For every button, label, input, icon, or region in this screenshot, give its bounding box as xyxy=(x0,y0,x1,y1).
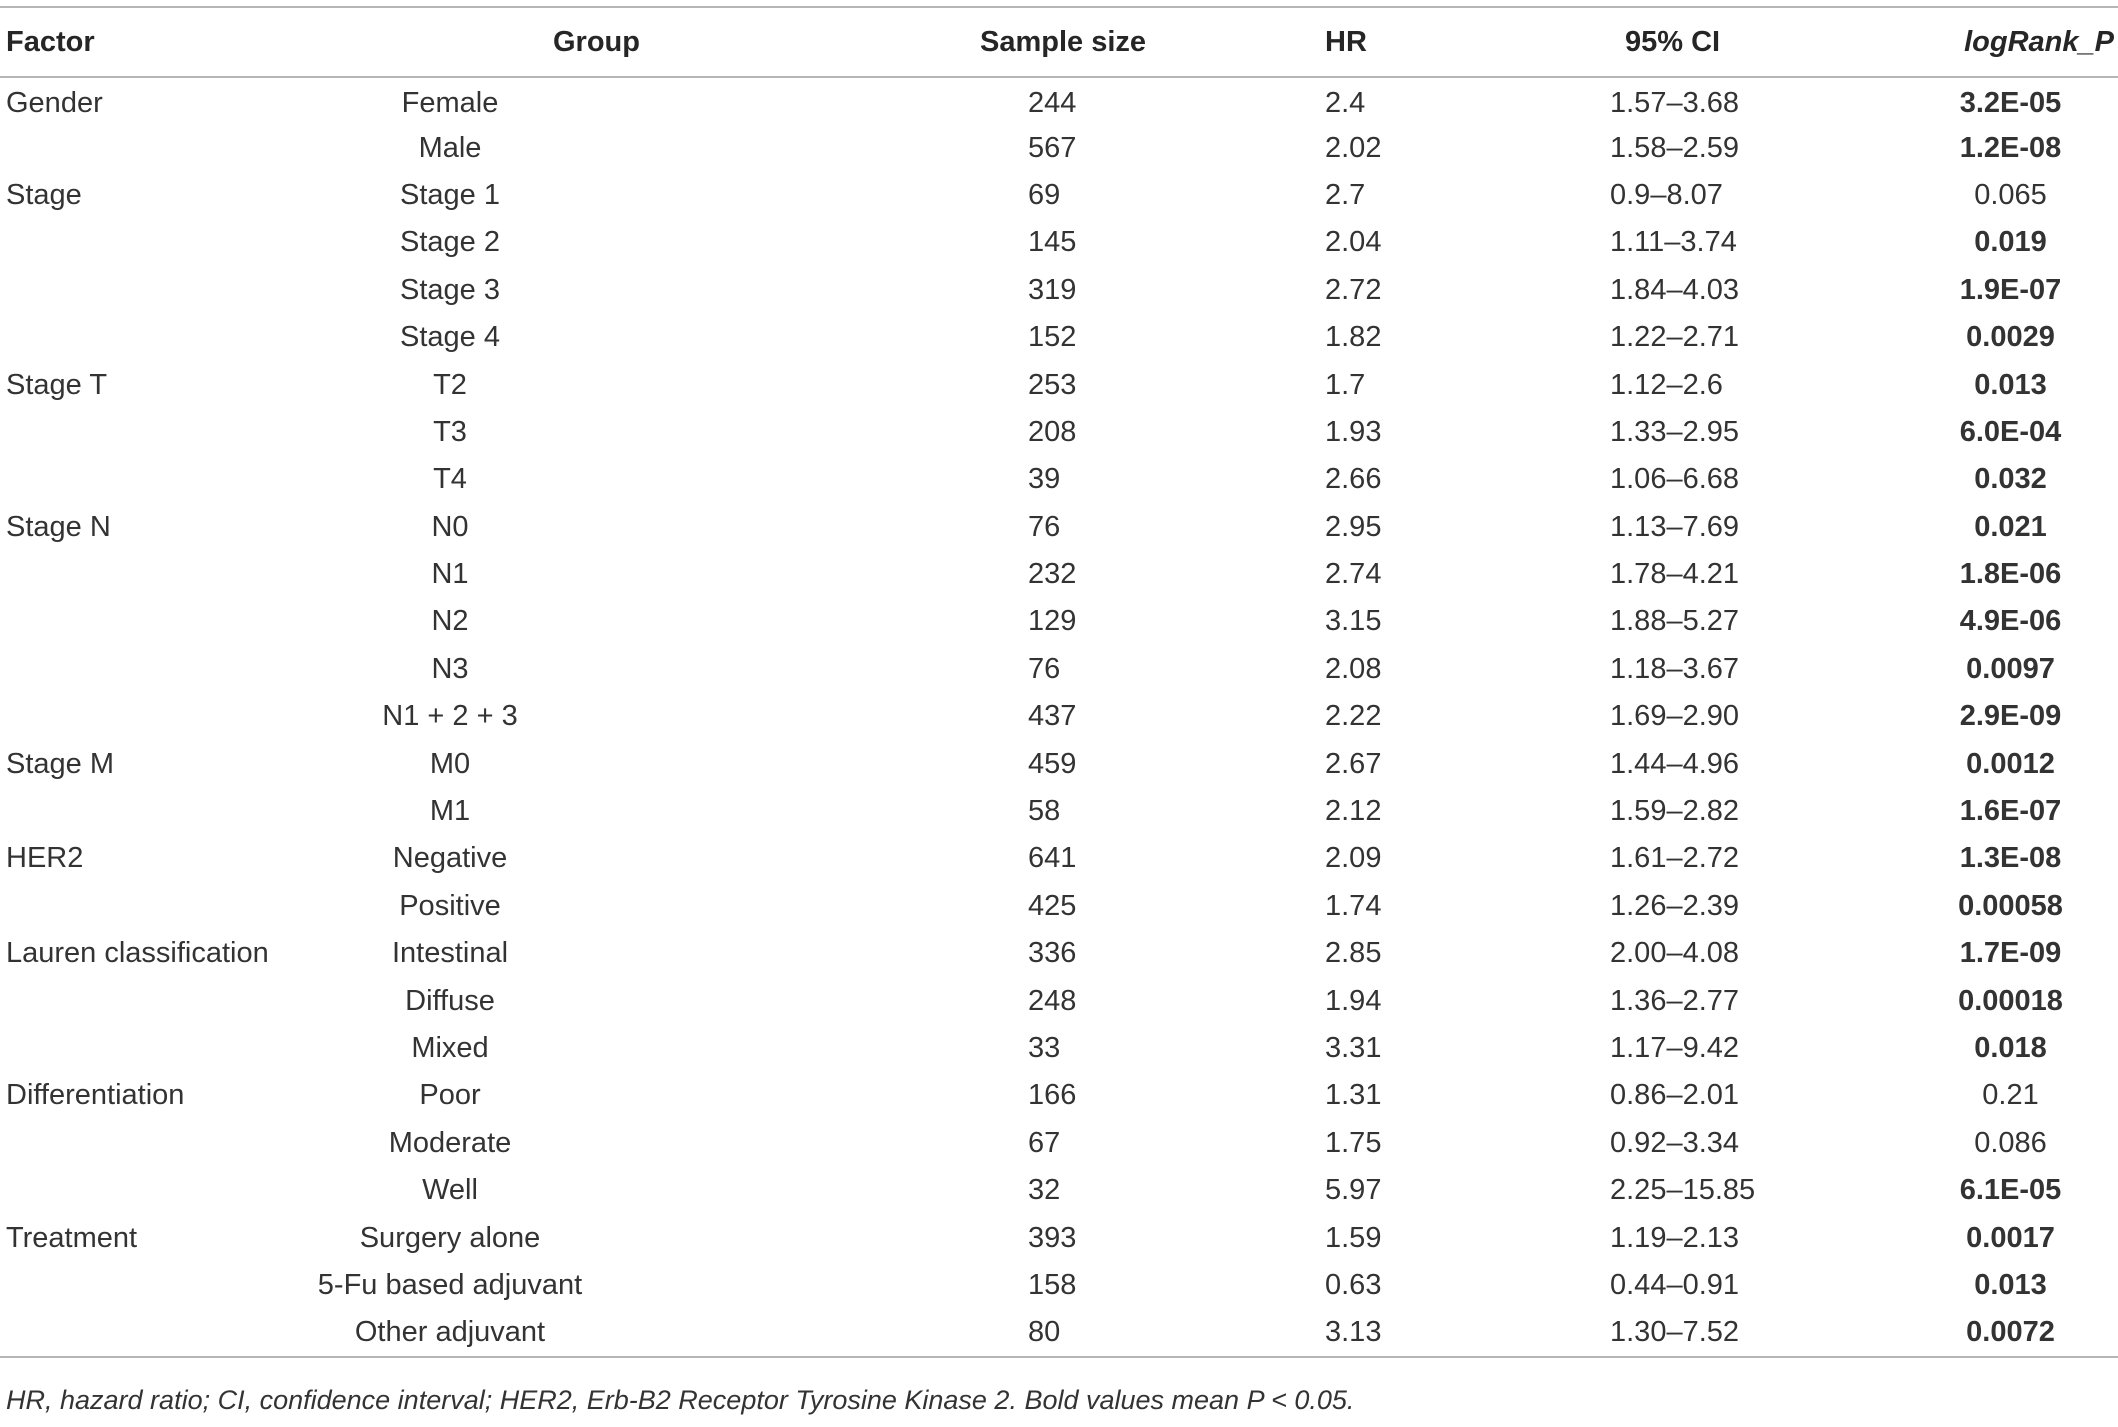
cell-logrank-p: 1.9E-07 xyxy=(1959,273,2062,306)
cell-sample-size: 166 xyxy=(1028,1079,1077,1112)
cell-ci: 1.61–2.72 xyxy=(1610,842,1740,875)
cell-ci: 1.17–9.42 xyxy=(1610,1032,1740,1064)
cell-sample-size: 69 xyxy=(1028,178,1061,211)
cell-logrank-p: 0.021 xyxy=(1974,510,2047,543)
cell-group: T2 xyxy=(433,368,467,401)
cell-logrank-p: 1.3E-08 xyxy=(1959,842,2062,875)
cell-group: 5-Fu based adjuvant xyxy=(317,1268,583,1301)
cell-ci: 1.59–2.82 xyxy=(1610,795,1740,828)
cell-sample-size: 32 xyxy=(1028,1174,1061,1207)
cell-ci: 1.18–3.67 xyxy=(1610,652,1740,685)
cell-logrank-p: 0.0012 xyxy=(1966,747,2055,780)
cell-hr: 2.7 xyxy=(1325,178,1366,211)
cell-hr: 1.31 xyxy=(1325,1079,1382,1112)
cell-hr: 1.75 xyxy=(1325,1126,1382,1159)
table-row xyxy=(0,267,2118,314)
table-row xyxy=(0,1025,2118,1072)
cell-ci: 1.57–3.68 xyxy=(1610,86,1740,119)
cell-sample-size: 80 xyxy=(900,1309,1320,1356)
cell-group: Other adjuvant xyxy=(153,1309,753,1356)
cell-sample-size: 158 xyxy=(1028,1268,1077,1301)
cell-sample-size: 39 xyxy=(1028,463,1061,496)
cell-group: M0 xyxy=(429,747,471,780)
cell-ci: 1.36–2.77 xyxy=(1610,984,1740,1017)
cell-logrank-p: 0.0072 xyxy=(1785,1309,2118,1356)
cell-hr: 1.7 xyxy=(1325,368,1366,401)
cell-factor: Differentiation xyxy=(6,1079,185,1112)
cell-factor: Gender xyxy=(6,86,103,119)
cell-hr: 2.85 xyxy=(1325,937,1382,970)
cell-group: Stage 1 xyxy=(400,178,500,211)
cell-logrank-p: 0.018 xyxy=(1974,1032,2047,1064)
table-row xyxy=(0,1072,2118,1119)
cell-group: Negative xyxy=(392,842,508,875)
cell-hr: 1.59 xyxy=(1325,1221,1382,1254)
cell-group: Moderate xyxy=(388,1126,512,1159)
cell-hr: 2.4 xyxy=(1325,86,1366,119)
cell-logrank-p: 1.6E-07 xyxy=(1959,795,2062,828)
cell-logrank-p: 2.9E-09 xyxy=(1959,700,2062,733)
table-row xyxy=(0,1167,2118,1214)
cell-logrank-p: 0.0029 xyxy=(1966,321,2055,354)
table-row xyxy=(0,124,2118,171)
cell-sample-size: 253 xyxy=(1028,368,1077,401)
table-row xyxy=(0,930,2118,977)
cell-sample-size: 129 xyxy=(1028,605,1077,638)
cell-ci: 1.12–2.6 xyxy=(1610,368,1723,401)
cell-logrank-p: 0.032 xyxy=(1974,463,2047,496)
cell-logrank-p: 0.013 xyxy=(1974,1268,2047,1301)
cell-logrank-p: 0.065 xyxy=(1974,178,2047,211)
table-row xyxy=(0,219,2118,266)
cell-group: Positive xyxy=(399,889,501,922)
cell-sample-size: 76 xyxy=(1028,652,1061,685)
cell-logrank-p: 1.7E-09 xyxy=(1959,937,2062,970)
cell-group: N2 xyxy=(431,605,469,638)
cell-logrank-p: 0.00018 xyxy=(1958,984,2063,1017)
cell-logrank-p: 1.2E-08 xyxy=(1959,131,2062,164)
cell-hr: 2.08 xyxy=(1325,652,1382,685)
header-factor: Factor xyxy=(0,7,300,77)
cell-hr: 2.09 xyxy=(1325,842,1382,875)
survival-analysis-table xyxy=(0,6,2118,1358)
cell-sample-size: 641 xyxy=(1028,842,1077,875)
table-footnote: HR, hazard ratio; CI, confidence interval; HER2, Erb-B2 Receptor Tyrosine Kinase 2. Bold values mean P < 0.05. xyxy=(6,1385,1355,1415)
cell-sample-size: 244 xyxy=(1028,86,1077,119)
table-row xyxy=(0,788,2118,835)
cell-ci: 1.78–4.21 xyxy=(1610,558,1740,591)
table-row xyxy=(0,693,2118,740)
cell-logrank-p: 0.013 xyxy=(1974,368,2047,401)
cell-ci: 2.25–15.85 xyxy=(1610,1174,1756,1207)
cell-factor: Lauren classification xyxy=(6,937,269,970)
cell-hr: 2.04 xyxy=(1325,226,1382,259)
cell-ci: 1.19–2.13 xyxy=(1610,1221,1740,1254)
table-row xyxy=(0,1262,2118,1309)
cell-factor: Stage M xyxy=(6,747,114,780)
header-hr: HR xyxy=(1312,7,1532,77)
header-logrank-p: logRank_P xyxy=(1785,7,2118,77)
cell-group: Intestinal xyxy=(391,937,509,970)
cell-sample-size: 145 xyxy=(1028,226,1077,259)
cell-factor: Stage T xyxy=(6,368,108,401)
table-row xyxy=(0,456,2118,503)
cell-logrank-p: 1.8E-06 xyxy=(1959,558,2062,591)
cell-ci: 0.92–3.34 xyxy=(1610,1126,1740,1159)
cell-group: Stage 4 xyxy=(400,321,500,354)
table-row xyxy=(0,361,2118,408)
cell-hr: 0.63 xyxy=(1325,1268,1382,1301)
cell-hr: 2.66 xyxy=(1325,463,1382,496)
cell-hr: 2.67 xyxy=(1325,747,1382,780)
cell-sample-size: 437 xyxy=(1028,700,1077,733)
cell-sample-size: 459 xyxy=(1028,747,1077,780)
cell-ci: 1.84–4.03 xyxy=(1610,273,1740,306)
cell-factor: HER2 xyxy=(6,842,84,875)
cell-sample-size: 336 xyxy=(1028,937,1077,970)
cell-group: T3 xyxy=(433,415,467,448)
cell-ci: 0.44–0.91 xyxy=(1610,1268,1740,1301)
cell-hr: 2.74 xyxy=(1325,558,1382,591)
cell-hr: 2.22 xyxy=(1325,700,1382,733)
cell-sample-size: 232 xyxy=(1028,558,1077,591)
cell-group: Well xyxy=(422,1174,478,1207)
cell-factor: Stage N xyxy=(6,510,111,543)
cell-factor: Stage xyxy=(6,178,82,211)
cell-sample-size: 425 xyxy=(1028,889,1077,922)
cell-ci: 1.11–3.74 xyxy=(1610,226,1737,259)
cell-logrank-p: 0.086 xyxy=(1974,1126,2047,1159)
cell-hr: 5.97 xyxy=(1325,1174,1382,1207)
cell-logrank-p: 3.2E-05 xyxy=(1959,86,2062,119)
table-row xyxy=(0,409,2118,456)
cell-ci: 1.58–2.59 xyxy=(1610,131,1740,164)
cell-sample-size: 208 xyxy=(1028,415,1077,448)
cell-ci: 1.06–6.68 xyxy=(1610,463,1740,496)
cell-ci: 0.9–8.07 xyxy=(1610,178,1723,211)
cell-hr: 2.95 xyxy=(1325,510,1382,543)
table-row xyxy=(0,740,2118,787)
table-row xyxy=(0,1120,2118,1167)
cell-hr: 2.12 xyxy=(1325,795,1382,828)
cell-sample-size: 58 xyxy=(1028,795,1061,828)
header-group: Group xyxy=(300,7,900,77)
cell-ci: 1.13–7.69 xyxy=(1610,510,1740,543)
cell-hr: 2.02 xyxy=(1325,131,1382,164)
cell-logrank-p: 0.0097 xyxy=(1966,652,2055,685)
cell-ci: 1.88–5.27 xyxy=(1610,605,1740,638)
cell-ci: 1.69–2.90 xyxy=(1610,700,1740,733)
table-row xyxy=(0,598,2118,645)
cell-ci: 0.86–2.01 xyxy=(1610,1079,1740,1112)
cell-group: Stage 3 xyxy=(400,273,500,306)
cell-ci: 2.00–4.08 xyxy=(1610,937,1740,970)
table-body xyxy=(0,77,2118,1357)
cell-hr: 2.72 xyxy=(1325,273,1382,306)
table-row xyxy=(0,977,2118,1024)
table-row xyxy=(0,504,2118,551)
cell-ci: 1.30–7.52 xyxy=(1540,1309,1785,1356)
cell-logrank-p: 0.21 xyxy=(1982,1079,2039,1112)
cell-group: Stage 2 xyxy=(400,226,500,259)
table-row xyxy=(0,77,2118,124)
cell-logrank-p: 0.00058 xyxy=(1958,889,2063,922)
cell-group: Female xyxy=(401,86,499,119)
header-sample-size: Sample size xyxy=(900,7,1320,77)
cell-logrank-p: 6.1E-05 xyxy=(1959,1174,2062,1207)
cell-sample-size: 567 xyxy=(1028,131,1077,164)
cell-group: T4 xyxy=(433,463,467,496)
table-row xyxy=(0,172,2118,219)
cell-group: N1 + 2 + 3 xyxy=(382,700,518,733)
table-row xyxy=(0,646,2118,693)
cell-group: Mixed xyxy=(411,1032,489,1064)
cell-sample-size: 67 xyxy=(1028,1126,1061,1159)
cell-ci: 1.22–2.71 xyxy=(1610,321,1740,354)
cell-sample-size: 319 xyxy=(1028,273,1077,306)
cell-sample-size: 33 xyxy=(1028,1032,1061,1064)
table-header-row xyxy=(0,7,2118,77)
cell-group: Male xyxy=(418,131,482,164)
cell-logrank-p: 0.019 xyxy=(1974,226,2047,259)
table-row xyxy=(0,551,2118,598)
cell-factor: Treatment xyxy=(6,1221,138,1254)
cell-group: M1 xyxy=(429,795,471,828)
cell-group: N0 xyxy=(431,510,469,543)
table-row xyxy=(0,314,2118,361)
cell-hr: 1.82 xyxy=(1325,321,1382,354)
cell-hr: 3.13 xyxy=(1312,1309,1532,1356)
cell-sample-size: 248 xyxy=(1028,984,1077,1017)
cell-group: Diffuse xyxy=(405,984,495,1017)
cell-hr: 3.31 xyxy=(1325,1032,1382,1064)
cell-ci: 1.44–4.96 xyxy=(1610,747,1740,780)
table-row xyxy=(0,1309,2118,1356)
cell-sample-size: 393 xyxy=(1028,1221,1077,1254)
cell-hr: 1.94 xyxy=(1325,984,1382,1017)
cell-ci: 1.33–2.95 xyxy=(1610,415,1740,448)
cell-hr: 1.74 xyxy=(1325,889,1382,922)
cell-logrank-p: 4.9E-06 xyxy=(1959,605,2062,638)
cell-group: Surgery alone xyxy=(359,1221,541,1254)
table-row xyxy=(0,835,2118,882)
cell-sample-size: 152 xyxy=(1028,321,1077,354)
cell-sample-size: 76 xyxy=(1028,510,1061,543)
cell-hr: 1.93 xyxy=(1325,415,1382,448)
cell-logrank-p: 0.0017 xyxy=(1966,1221,2055,1254)
cell-hr: 3.15 xyxy=(1325,605,1382,638)
cell-group: N3 xyxy=(431,652,469,685)
cell-logrank-p: 6.0E-04 xyxy=(1959,415,2062,448)
cell-group: Poor xyxy=(419,1079,481,1112)
cell-group: N1 xyxy=(431,558,469,591)
table-row xyxy=(0,883,2118,930)
header-ci: 95% CI xyxy=(1540,7,1785,77)
cell-ci: 1.26–2.39 xyxy=(1610,889,1740,922)
table-row xyxy=(0,1214,2118,1261)
